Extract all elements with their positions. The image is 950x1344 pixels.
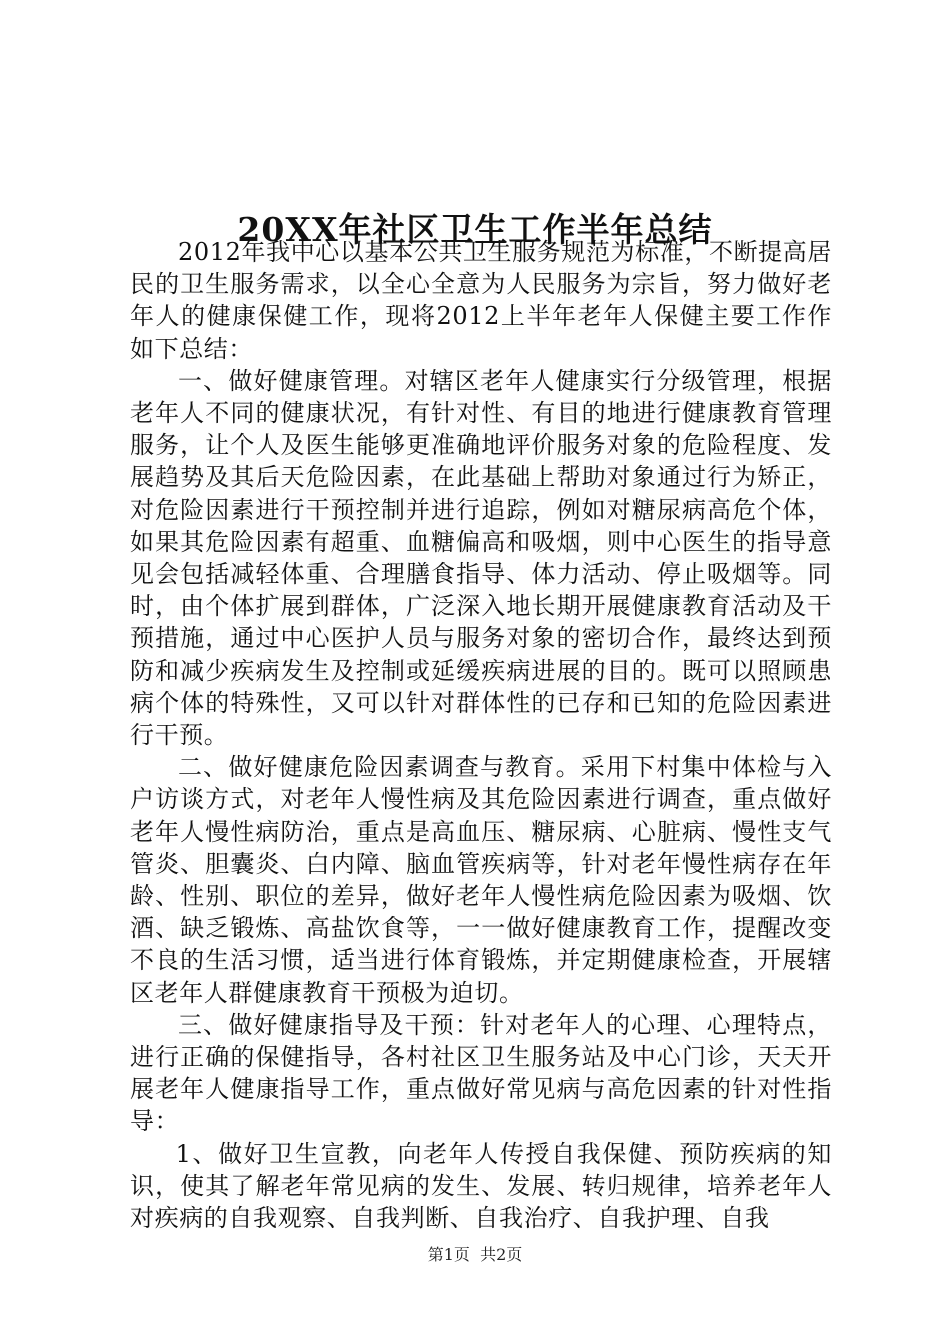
paragraph-health-guidance: 三、做好健康指导及干预：针对老年人的心理、心理特点，进行正确的保健指导，各村社区卫生服务站及中心门诊，天天开展老年人健康指导工作，重点做好常见病与高危因素的针对性指导： <box>130 1010 832 1136</box>
document-body <box>130 236 832 1234</box>
paragraph-health-management: 一、做好健康管理。对辖区老年人健康实行分级管理，根据老年人不同的健康状况，有针对性、有目的地进行健康教育管理服务，让个人及医生能够更准确地评价服务对象的危险程度、发展趋势及其后天危险因素，在此基础上帮助对象通过行为矫正，对危险因素进行干预控制并进行追踪，例如对糖尿病高危个体，如果其危险因素有超重、血糖偏高和吸烟，则中心医生的指导意见会包括减轻体重、合理膳食指导、体力活动、停止吸烟等。同时，由个体扩展到群体，广泛深入地长期开展健康教育活动及干预措施，通过中心医护人员与服务对象的密切合作，最终达到预防和减少疾病发生及控制或延缓疾病进展的目的。既可以照顾患病个体的特殊性，又可以针对群体性的已存和已知的危险因素进行干预。 <box>130 366 832 750</box>
paragraph-risk-survey: 二、做好健康危险因素调查与教育。采用下村集中体检与入户访谈方式，对老年人慢性病及其危险因素进行调查，重点做好老年人慢性病防治，重点是高血压、糖尿病、心脏病、慢性支气管炎、胆囊炎、白内障、脑血管疾病等，针对老年慢性病存在年龄、性别、职位的差异，做好老年人慢性病危险因素为吸烟、饮酒、缺乏锻炼、高盐饮食等，一一做好健康教育工作，提醒改变不良的生活习惯，适当进行体育锻炼，并定期健康检查，开展辖区老年人群健康教育干预极为迫切。 <box>130 753 832 1007</box>
paragraph-intro: 2012年我中心以基本公共卫生服务规范为标准，不断提高居民的卫生服务需求，以全心全意为人民服务为宗旨，努力做好老年人的健康保健工作，现将2012上半年老年人保健主要工作作如下总结： <box>130 238 832 363</box>
page-number-total: 共2页 <box>480 1245 523 1264</box>
paragraph-health-education: 1、做好卫生宣教，向老年人传授自我保健、预防疾病的知识，使其了解老年常见病的发生、发展、转归规律，培养老年人对疾病的自我观察、自我判断、自我治疗、自我护理、自我 <box>130 1139 832 1233</box>
page-number-current: 第1页 <box>427 1245 470 1264</box>
document-title: 20XX年社区卫生工作半年总结 <box>237 210 713 250</box>
page-footer <box>0 1243 950 1267</box>
